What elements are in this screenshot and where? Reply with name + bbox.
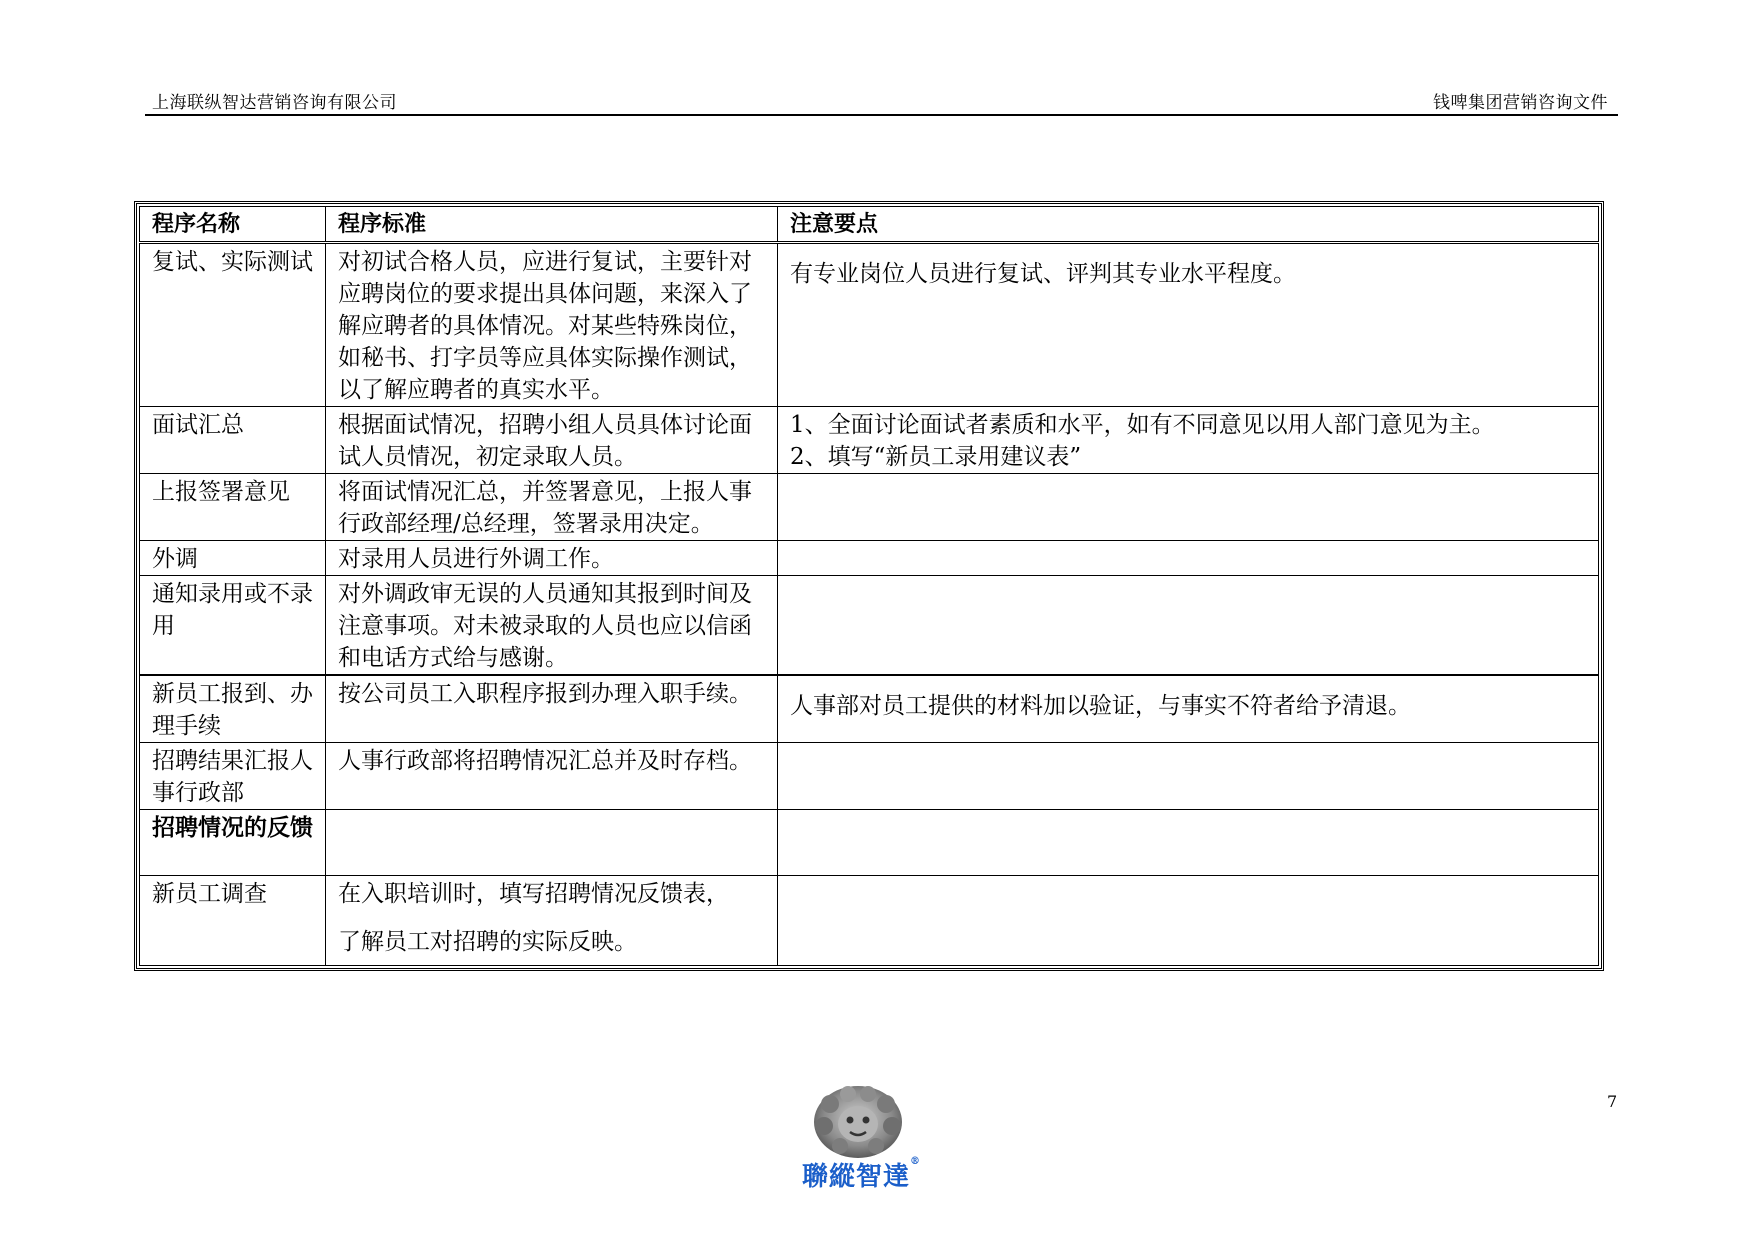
procedure-name-cell: 通知录用或不录用	[140, 576, 326, 676]
table-row	[140, 876, 1599, 966]
table-row	[140, 474, 1599, 541]
table-row	[140, 743, 1599, 810]
table-row	[140, 541, 1599, 576]
procedure-standard-cell: 对录用人员进行外调工作。	[326, 541, 778, 576]
table-row	[140, 243, 1599, 407]
header-right-doc-title: 钱啤集团营销咨询文件	[1433, 93, 1608, 113]
header-rule	[145, 114, 1618, 116]
header-left-company: 上海联纵智达营销咨询有限公司	[152, 93, 397, 113]
table-row	[140, 576, 1599, 676]
standard-line: 了解员工对招聘的实际反映。	[338, 929, 637, 955]
col-header-standard: 程序标准	[326, 207, 778, 243]
procedure-name-cell: 招聘情况的反馈	[140, 810, 326, 876]
procedure-note-cell	[778, 576, 1599, 676]
table-header-row	[140, 207, 1599, 243]
procedure-note-cell	[778, 541, 1599, 576]
procedure-table	[139, 206, 1599, 966]
table-row	[140, 675, 1599, 743]
procedure-name-cell: 面试汇总	[140, 407, 326, 474]
procedure-standard-cell: 按公司员工入职程序报到办理入职手续。	[326, 675, 778, 743]
procedure-name-cell: 外调	[140, 541, 326, 576]
registered-mark: ®	[910, 1156, 922, 1167]
procedure-name-cell: 复试、实际测试	[140, 243, 326, 407]
procedure-note-cell: 人事部对员工提供的材料加以验证，与事实不符者给予清退。	[778, 675, 1599, 743]
procedure-note-cell	[778, 474, 1599, 541]
procedure-note-cell	[778, 407, 1599, 474]
procedure-standard-cell	[326, 810, 778, 876]
procedure-note-cell: 有专业岗位人员进行复试、评判其专业水平程度。	[778, 243, 1599, 407]
note-line: 2、填写“新员工录用建议表”	[790, 444, 1082, 470]
procedure-standard-cell: 根据面试情况，招聘小组人员具体讨论面试人员情况，初定录取人员。	[326, 407, 778, 474]
col-header-notes: 注意要点	[778, 207, 1599, 243]
standard-line: 在入职培训时，填写招聘情况反馈表，	[338, 881, 729, 907]
procedure-standard-cell: 对初试合格人员，应进行复试，主要针对应聘岗位的要求提出具体问题，来深入了解应聘者的具体情况。对某些特殊岗位，如秘书、打字员等应具体实际操作测试，以了解应聘者的真实水平。	[326, 243, 778, 407]
logo-text: 聯縱智達	[802, 1162, 911, 1192]
procedure-name-cell: 新员工调查	[140, 876, 326, 966]
table-row	[140, 810, 1599, 876]
procedure-table-frame	[134, 201, 1604, 971]
procedure-note-cell	[778, 743, 1599, 810]
procedure-name-cell: 新员工报到、办理手续	[140, 675, 326, 743]
table-row	[140, 407, 1599, 474]
logo-wordmark	[802, 1156, 921, 1193]
col-header-name: 程序名称	[140, 207, 326, 243]
procedure-note-cell	[778, 810, 1599, 876]
procedure-standard-cell: 将面试情况汇总，并签署意见，上报人事行政部经理/总经理，签署录用决定。	[326, 474, 778, 541]
page-number: 7	[1607, 1092, 1618, 1111]
procedure-standard-cell: 人事行政部将招聘情况汇总并及时存档。	[326, 743, 778, 810]
procedure-name-cell: 招聘结果汇报人事行政部	[140, 743, 326, 810]
procedure-standard-cell: 对外调政审无误的人员通知其报到时间及注意事项。对未被录取的人员也应以信函和电话方式给与感谢。	[326, 576, 778, 676]
note-line: 1、全面讨论面试者素质和水平，如有不同意见以用人部门意见为主。	[790, 412, 1495, 438]
procedure-note-cell	[778, 876, 1599, 966]
procedure-standard-cell	[326, 876, 778, 966]
procedure-name-cell: 上报签署意见	[140, 474, 326, 541]
